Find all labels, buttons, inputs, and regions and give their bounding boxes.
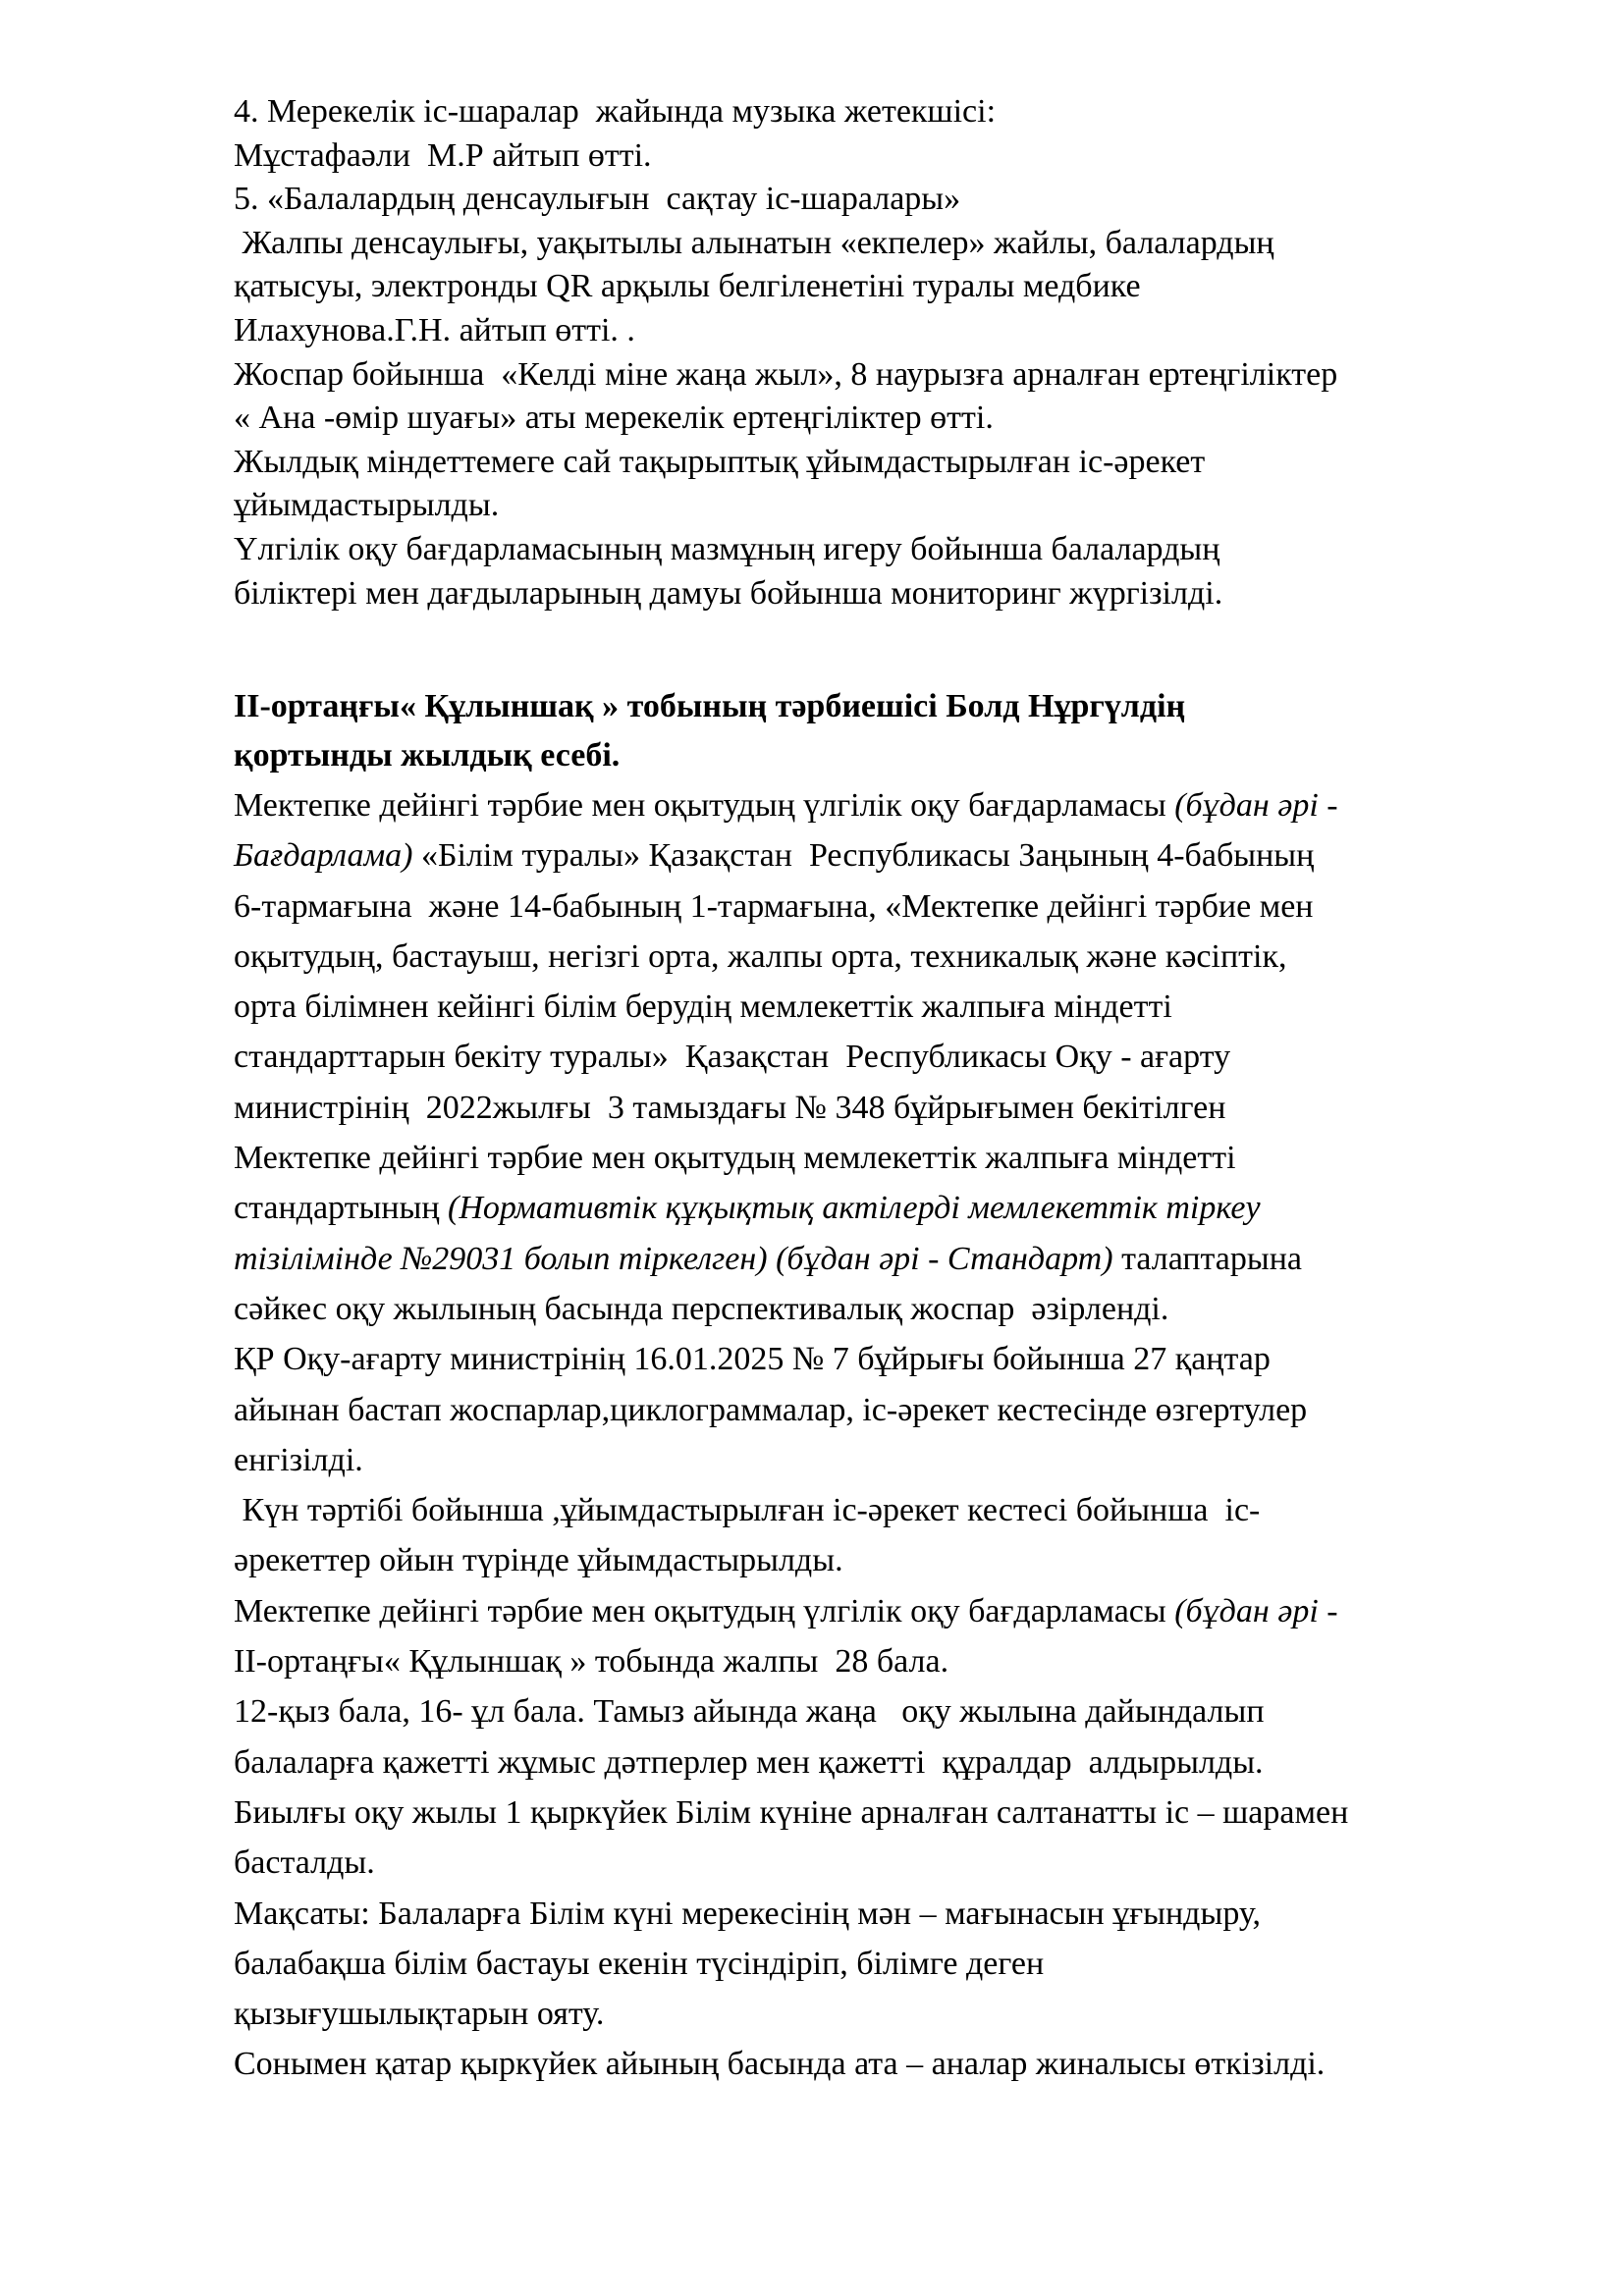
italic-span: (бұдан әрі -	[1174, 787, 1338, 824]
text-line	[234, 1234, 1540, 1284]
text-line: әрекеттер ойын түрінде ұйымдастырылды.	[234, 1542, 843, 1579]
text-line: балабақша білім бастауы екенін түсіндіріп, білімге деген	[234, 1945, 1045, 1982]
text-line: қатысуы, электронды QR арқылы белгіленетіні туралы медбике	[234, 268, 1141, 305]
heading-line: қортынды жылдық есебі.	[234, 737, 621, 774]
text-span: «Білім туралы» Қазақстан Республикасы Заңының 4-бабының	[412, 837, 1315, 875]
text-line: Илахунова.Г.Н. айтып өтті. .	[234, 311, 635, 348]
report-body	[234, 780, 1540, 2090]
text-line: қызығушылықтарын ояту.	[234, 1996, 605, 2033]
text-line: Мақсаты: Балаларға Білім күні мерекесінің мән – мағынасын ұғындыру,	[234, 1895, 1261, 1932]
text-line: Жылдық міндеттемеге сай тақырыптық ұйымдастырылған іс-әрекет	[234, 443, 1206, 480]
italic-span: тізілімінде №29031 болып тіркелген) (бұдан әрі - Стандарт)	[234, 1240, 1113, 1277]
text-line: Биылғы оқу жылы 1 қыркүйек Білім күніне арналған салтанатты іс – шарамен	[234, 1793, 1349, 1831]
text-line: ІІ-ортаңғы« Құлыншақ » тобында жалпы 28 бала.	[234, 1643, 949, 1681]
text-line: 6-тармағына және 14-бабының 1-тармағына, «Мектепке дейінгі тәрбие мен	[234, 887, 1314, 925]
text-line: министрінің 2022жылғы 3 тамыздағы № 348 бұйрығымен бекітілген	[234, 1089, 1226, 1126]
text-line	[234, 830, 1540, 881]
text-line: ұйымдастырылды.	[234, 487, 500, 524]
text-line: Жалпы денсаулығы, уақытылы алынатын «екпелер» жайлы, балалардың	[234, 224, 1274, 261]
text-line: « Ана -өмір шуағы» аты мерекелік ертеңгіліктер өтті.	[234, 400, 994, 437]
text-line: біліктері мен дағдыларының дамуы бойынша мониторинг жүргізілді.	[234, 574, 1223, 612]
text-line: орта білімнен кейінгі білім берудің мемлекеттік жалпыға міндетті	[234, 988, 1172, 1026]
text-line: ҚР Оқу-ағарту министрінің 16.01.2025 № 7 бұйрығы бойынша 27 қаңтар	[234, 1341, 1271, 1378]
text-line: Жоспар бойынша «Келді міне жаңа жыл», 8 наурызға арналған ертеңгіліктер	[234, 355, 1338, 393]
text-line: оқытудың, бастауыш, негізгі орта, жалпы орта, техникалық және кәсіптік,	[234, 937, 1287, 975]
report-heading	[234, 682, 1540, 780]
text-span: стандартының	[234, 1190, 449, 1227]
text-line: айынан бастап жоспарлар,циклограммалар, іс-әрекет кестесінде өзгертулер	[234, 1391, 1308, 1428]
text-line: Күн тәртібі бойынша ,ұйымдастырылған іс-әрекет кестесі бойынша іс-	[234, 1492, 1261, 1529]
text-span: Мектепке дейінгі тәрбие мен оқытудың үлгілік оқу бағдарламасы	[234, 1592, 1175, 1629]
text-line: 5. «Балалардың денсаулығын сақтау іс-шаралары»	[234, 181, 961, 218]
heading-line: ІІ-ортаңғы« Құлыншақ » тобының тәрбиешісі Болд Нұргүлдің	[234, 688, 1186, 724]
text-span: Мектепке дейінгі тәрбие мен оқытудың үлгілік оқу бағдарламасы	[234, 787, 1175, 824]
text-line: Мұстафаәли М.Р айтып өтті.	[234, 136, 652, 174]
text-line: сәйкес оқу жылының басында перспективалық жоспар әзірленді.	[234, 1290, 1169, 1327]
text-line: Мектепке дейінгі тәрбие мен оқытудың мемлекеттік жалпыға міндетті	[234, 1140, 1236, 1177]
text-line	[234, 1586, 1540, 1636]
text-line: Үлгілік оқу бағдарламасының мазмұның игеру бойынша балалардың	[234, 530, 1220, 567]
text-line: стандарттарын бекіту туралы» Қазақстан Республикасы Оқу - ағарту	[234, 1039, 1231, 1076]
text-line	[234, 1183, 1540, 1233]
italic-span: Бағдарлама)	[234, 837, 413, 875]
text-line: балаларға қажетті жұмыс дәтперлер мен қажетті құралдар алдырылды.	[234, 1743, 1264, 1781]
text-line: 12-қыз бала, 16- ұл бала. Тамыз айында жаңа оқу жылына дайындалып	[234, 1693, 1265, 1731]
previous-report-continuation	[234, 90, 1540, 615]
text-line: енгізілді.	[234, 1441, 363, 1478]
text-span: талаптарына	[1112, 1240, 1303, 1277]
text-line: Сонымен қатар қыркүйек айының басында ата – аналар жиналысы өткізілді.	[234, 2046, 1326, 2083]
italic-span: (Нормативтік құқықтық актілерді мемлекеттік тіркеу	[448, 1190, 1261, 1227]
text-line	[234, 780, 1540, 830]
text-line: басталды.	[234, 1844, 375, 1882]
text-line: 4. Мерекелік іс-шаралар жайында музыка жетекшісі:	[234, 93, 997, 130]
italic-span: (бұдан әрі -	[1174, 1592, 1338, 1629]
